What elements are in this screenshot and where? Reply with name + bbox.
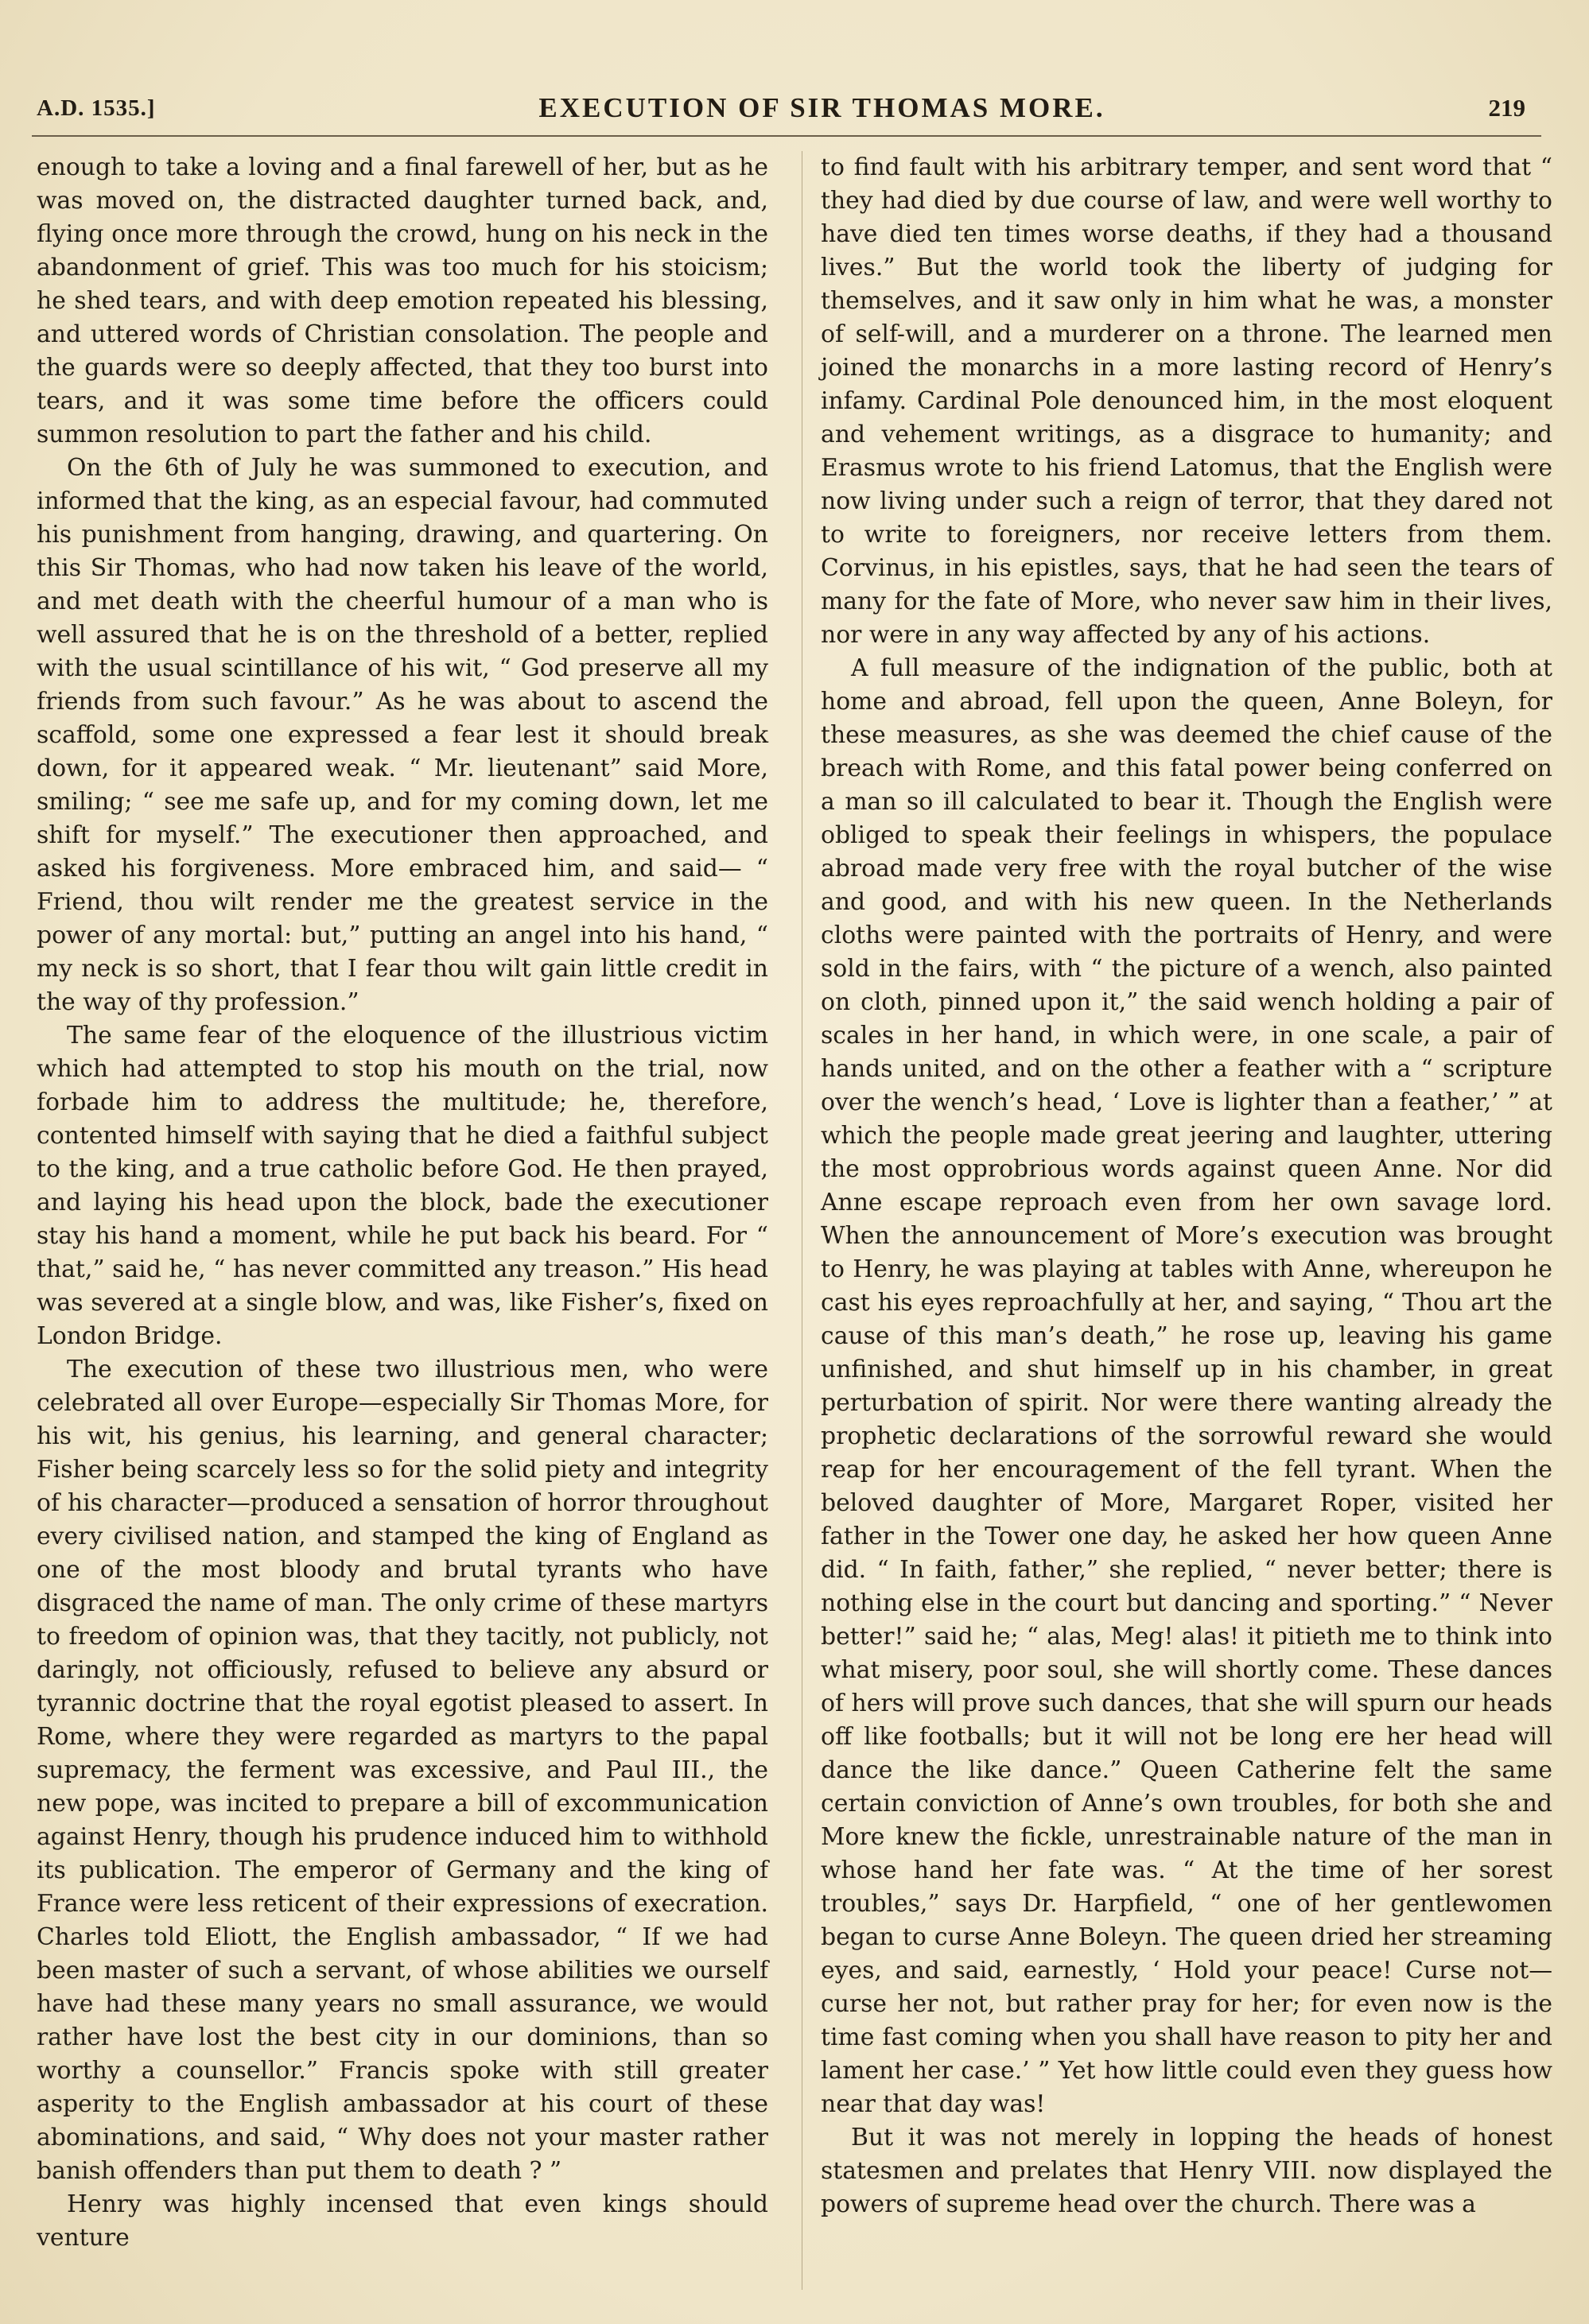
paragraph: A full measure of the indignation of the public, both at home and abroad, fell upon the queen, Anne Boleyn, for these measures, as she was deemed the chief cause of the breach with Rome, and this fatal power being conferred on a man so ill calculated to bear it. Though the English were obliged to speak their feelings in whispers, the populace abroad made very free with the royal butcher of the wise and good, and with his new queen. In the Netherlands cloths were painted with the portraits of Henry, and were sold in the fairs, with “ the picture of a wench, also painted on cloth, pinned upon it,” the said wench holding a pair of scales in her hand, in which were, in one scale, a pair of hands united, and on the other a feather with a “ scripture over the wench’s head, ‘ Love is lighter than a feather,’ ” at which the people made great jeering and laughter, uttering the most opprobrious words against queen Anne. Nor did Anne escape reproach even from her own savage lord. When the announcement of More’s execution was brought to Henry, he was playing at tables with Anne, whereupon he cast his eyes reproachfully at her, and saying, “ Thou art the cause of this man’s death,” he rose up, leaving his game unfinished, and shut himself up in his chamber, in great perturbation of spirit. Nor were there wanting already the prophetic declarations of the sorrowful reward she would reap for her encouragement of the fell tyrant. When the beloved daughter of More, Margaret Roper, visited her father in the Tower one day, he asked her how queen Anne did. “ In faith, father,” she replied, “ never better; there is nothing else in the court but dancing and sporting.” “ Never better!” said he; “ alas, Meg! alas! it pitieth me to think into what misery, poor soul, she will shortly come. These dances of hers will prove such dances, that she will spurn our heads off like footballs; but it will not be long ere her head will dance the like dance.” Queen Catherine felt the same certain conviction of Anne’s own troubles, for both she and More knew the fickle, unrestrainable nature of the man in whose hand her fate was. “ At the time of her sorest troubles,” says Dr. Harpfield, “ one of her gentlewomen began to curse Anne Boleyn. The queen dried her streaming eyes, and said, earnestly, ‘ Hold your peace! Curse not—curse her not, but rather pray for her; for even now is the time fast coming when you shall have reason to pity her and lament her case.’ ” Yet how little could even they guess how near that day was! <box>821 654 1552 2118</box>
paragraph: On the 6th of July he was summoned to execution, and informed that the king, as an especial favour, had commuted his punishment from hanging, drawing, and quartering. On this Sir Thomas, who had now taken his leave of the world, and met death with the cheerful humour of a man who is well assured that he is on the threshold of a better, replied with the usual scintillance of his wit, “ God preserve all my friends from such favour.” As he was about to ascend the scaffold, some one expressed a fear lest it should break down, for it appeared weak. “ Mr. lieutenant” said More, smiling; “ see me safe up, and for my coming down, let me shift for myself.” The executioner then approached, and asked his forgiveness. More embraced him, and said— “ Friend, thou wilt render me the greatest service in the power of any mortal: but,” putting an angel into his hand, “ my neck is so short, that I fear thou wilt gain little credit in the way of thy profession.” <box>37 454 768 1016</box>
paragraph: enough to take a loving and a final farewell of her, but as he was moved on, the distracted daughter turned back, and, flying once more through the crowd, hung on his neck in the abandonment of grief. This was too much for his stoicism; he shed tears, and with deep emotion repeated his blessing, and uttered words of Christian consolation. The people and the guards were so deeply affected, that they too burst into tears, and it was some time before the officers could summon resolution to part the father and his child. <box>37 153 768 448</box>
header-rule <box>32 135 1541 137</box>
paragraph: Henry was highly incensed that even kings should venture <box>37 2190 768 2252</box>
chapter-title: EXECUTION OF SIR THOMAS MORE. <box>538 92 1105 123</box>
left-column <box>37 151 768 2290</box>
paragraph: The same fear of the eloquence of the illustrious victim which had attempted to stop his mouth on the trial, now forbade him to address the multitude; he, therefore, contented himself with saying that he died a faithful subject to the king, and a true catholic before God. He then prayed, and laying his head upon the block, bade the executioner stay his hand a moment, while he put back his beard. For “ that,” said he, “ has never committed any treason.” His head was severed at a single blow, and was, like Fisher’s, fixed on London Bridge. <box>37 1022 768 1350</box>
year-marker: A.D. 1535.] <box>37 95 156 121</box>
paragraph: The execution of these two illustrious men, who were celebrated all over Europe—especially Sir Thomas More, for his wit, his genius, his learning, and general character; Fisher being scarcely less so for the solid piety and integrity of his character—produced a sensation of horror throughout every civilised nation, and stamped the king of England as one of the most bloody and brutal tyrants who have disgraced the name of man. The only crime of these martyrs to freedom of opinion was, that they tacitly, not publicly, not daringly, not officiously, refused to believe any absurd or tyrannic doctrine that the royal egotist pleased to assert. In Rome, where they were regarded as martyrs to the papal supremacy, the ferment was excessive, and Paul III., the new pope, was incited to prepare a bill of excommunication against Henry, though his prudence induced him to withhold its publication. The emperor of Germany and the king of France were less reticent of their expressions of execration. Charles told Eliott, the English ambassador, “ If we had been master of such a servant, of whose abilities we ourself have had these many years no small assurance, we would rather have lost the best city in our dominions, than so worthy a counsellor.” Francis spoke with still greater asperity to the English ambassador at his court of these abominations, and said, “ Why does not your master rather banish offenders than put them to death ? ” <box>37 1356 768 2185</box>
running-header <box>37 89 1525 127</box>
paragraph: to find fault with his arbitrary temper, and sent word that “ they had died by due course of law, and were well worthy to have died ten times worse deaths, if they had a thousand lives.” But the world took the liberty of judging for themselves, and it saw only in him what he was, a monster of self-will, and a murderer on a throne. The learned men joined the monarchs in a more lasting record of Henry’s infamy. Cardinal Pole denounced him, in the most eloquent and vehement writings, as a disgrace to humanity; and Erasmus wrote to his friend Latomus, that the English were now living under such a reign of terror, that they dared not to write to foreigners, nor receive letters from them. Corvinus, in his epistles, says, that he had seen the tears of many for the fate of More, who never saw him in their lives, nor were in any way affected by any of his actions. <box>821 153 1552 649</box>
paragraph: But it was not merely in lopping the heads of honest statesmen and prelates that Henry VIII. now displayed the powers of supreme head over the church. There was a <box>821 2124 1552 2218</box>
right-column <box>821 151 1552 2290</box>
page-number: 219 <box>1488 94 1525 122</box>
text-columns <box>37 151 1552 2290</box>
